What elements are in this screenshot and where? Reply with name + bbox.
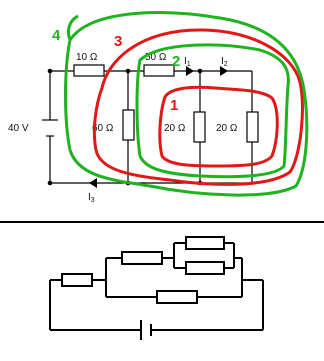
loop-3-number: 3 bbox=[114, 33, 123, 50]
resistor-20a-label: 20 Ω bbox=[164, 123, 186, 134]
resistor-60-label: 60 Ω bbox=[92, 123, 114, 134]
loop-2-number: 2 bbox=[172, 53, 181, 70]
resistor-60-ohm bbox=[123, 110, 134, 140]
resistor-20b-label: 20 Ω bbox=[216, 123, 238, 134]
current-arrow-i3 bbox=[89, 178, 97, 188]
b-resistor-3 bbox=[186, 237, 224, 249]
resistor-50-label: 50 Ω bbox=[145, 52, 167, 63]
current-label-i2: $I_2$ bbox=[221, 56, 228, 68]
circuit-a bbox=[8, 13, 307, 204]
loop-1-number: 1 bbox=[170, 97, 179, 114]
junction-dot bbox=[48, 69, 53, 74]
b-resistor-2 bbox=[122, 252, 162, 264]
resistor-20b-ohm bbox=[247, 112, 258, 142]
resistor-10-ohm bbox=[74, 65, 104, 76]
voltage-label: 40 V bbox=[8, 123, 29, 134]
resistor-50-ohm bbox=[144, 65, 174, 76]
loop-4-path bbox=[66, 13, 307, 195]
junction-dot bbox=[48, 181, 53, 186]
resistor-10-label: 10 Ω bbox=[76, 52, 98, 63]
current-label-i1: $I_1$ bbox=[184, 56, 191, 68]
circuit-b bbox=[50, 237, 263, 340]
b-resistor-1 bbox=[62, 274, 92, 286]
junction-dot bbox=[126, 69, 131, 74]
junction-dot bbox=[198, 69, 203, 74]
current-label-i3: $I_3$ bbox=[88, 192, 95, 204]
loop-4-number: 4 bbox=[52, 27, 61, 44]
resistor-20a-ohm bbox=[194, 112, 205, 142]
b-resistor-4 bbox=[186, 262, 224, 274]
b-resistor-5 bbox=[157, 291, 197, 303]
